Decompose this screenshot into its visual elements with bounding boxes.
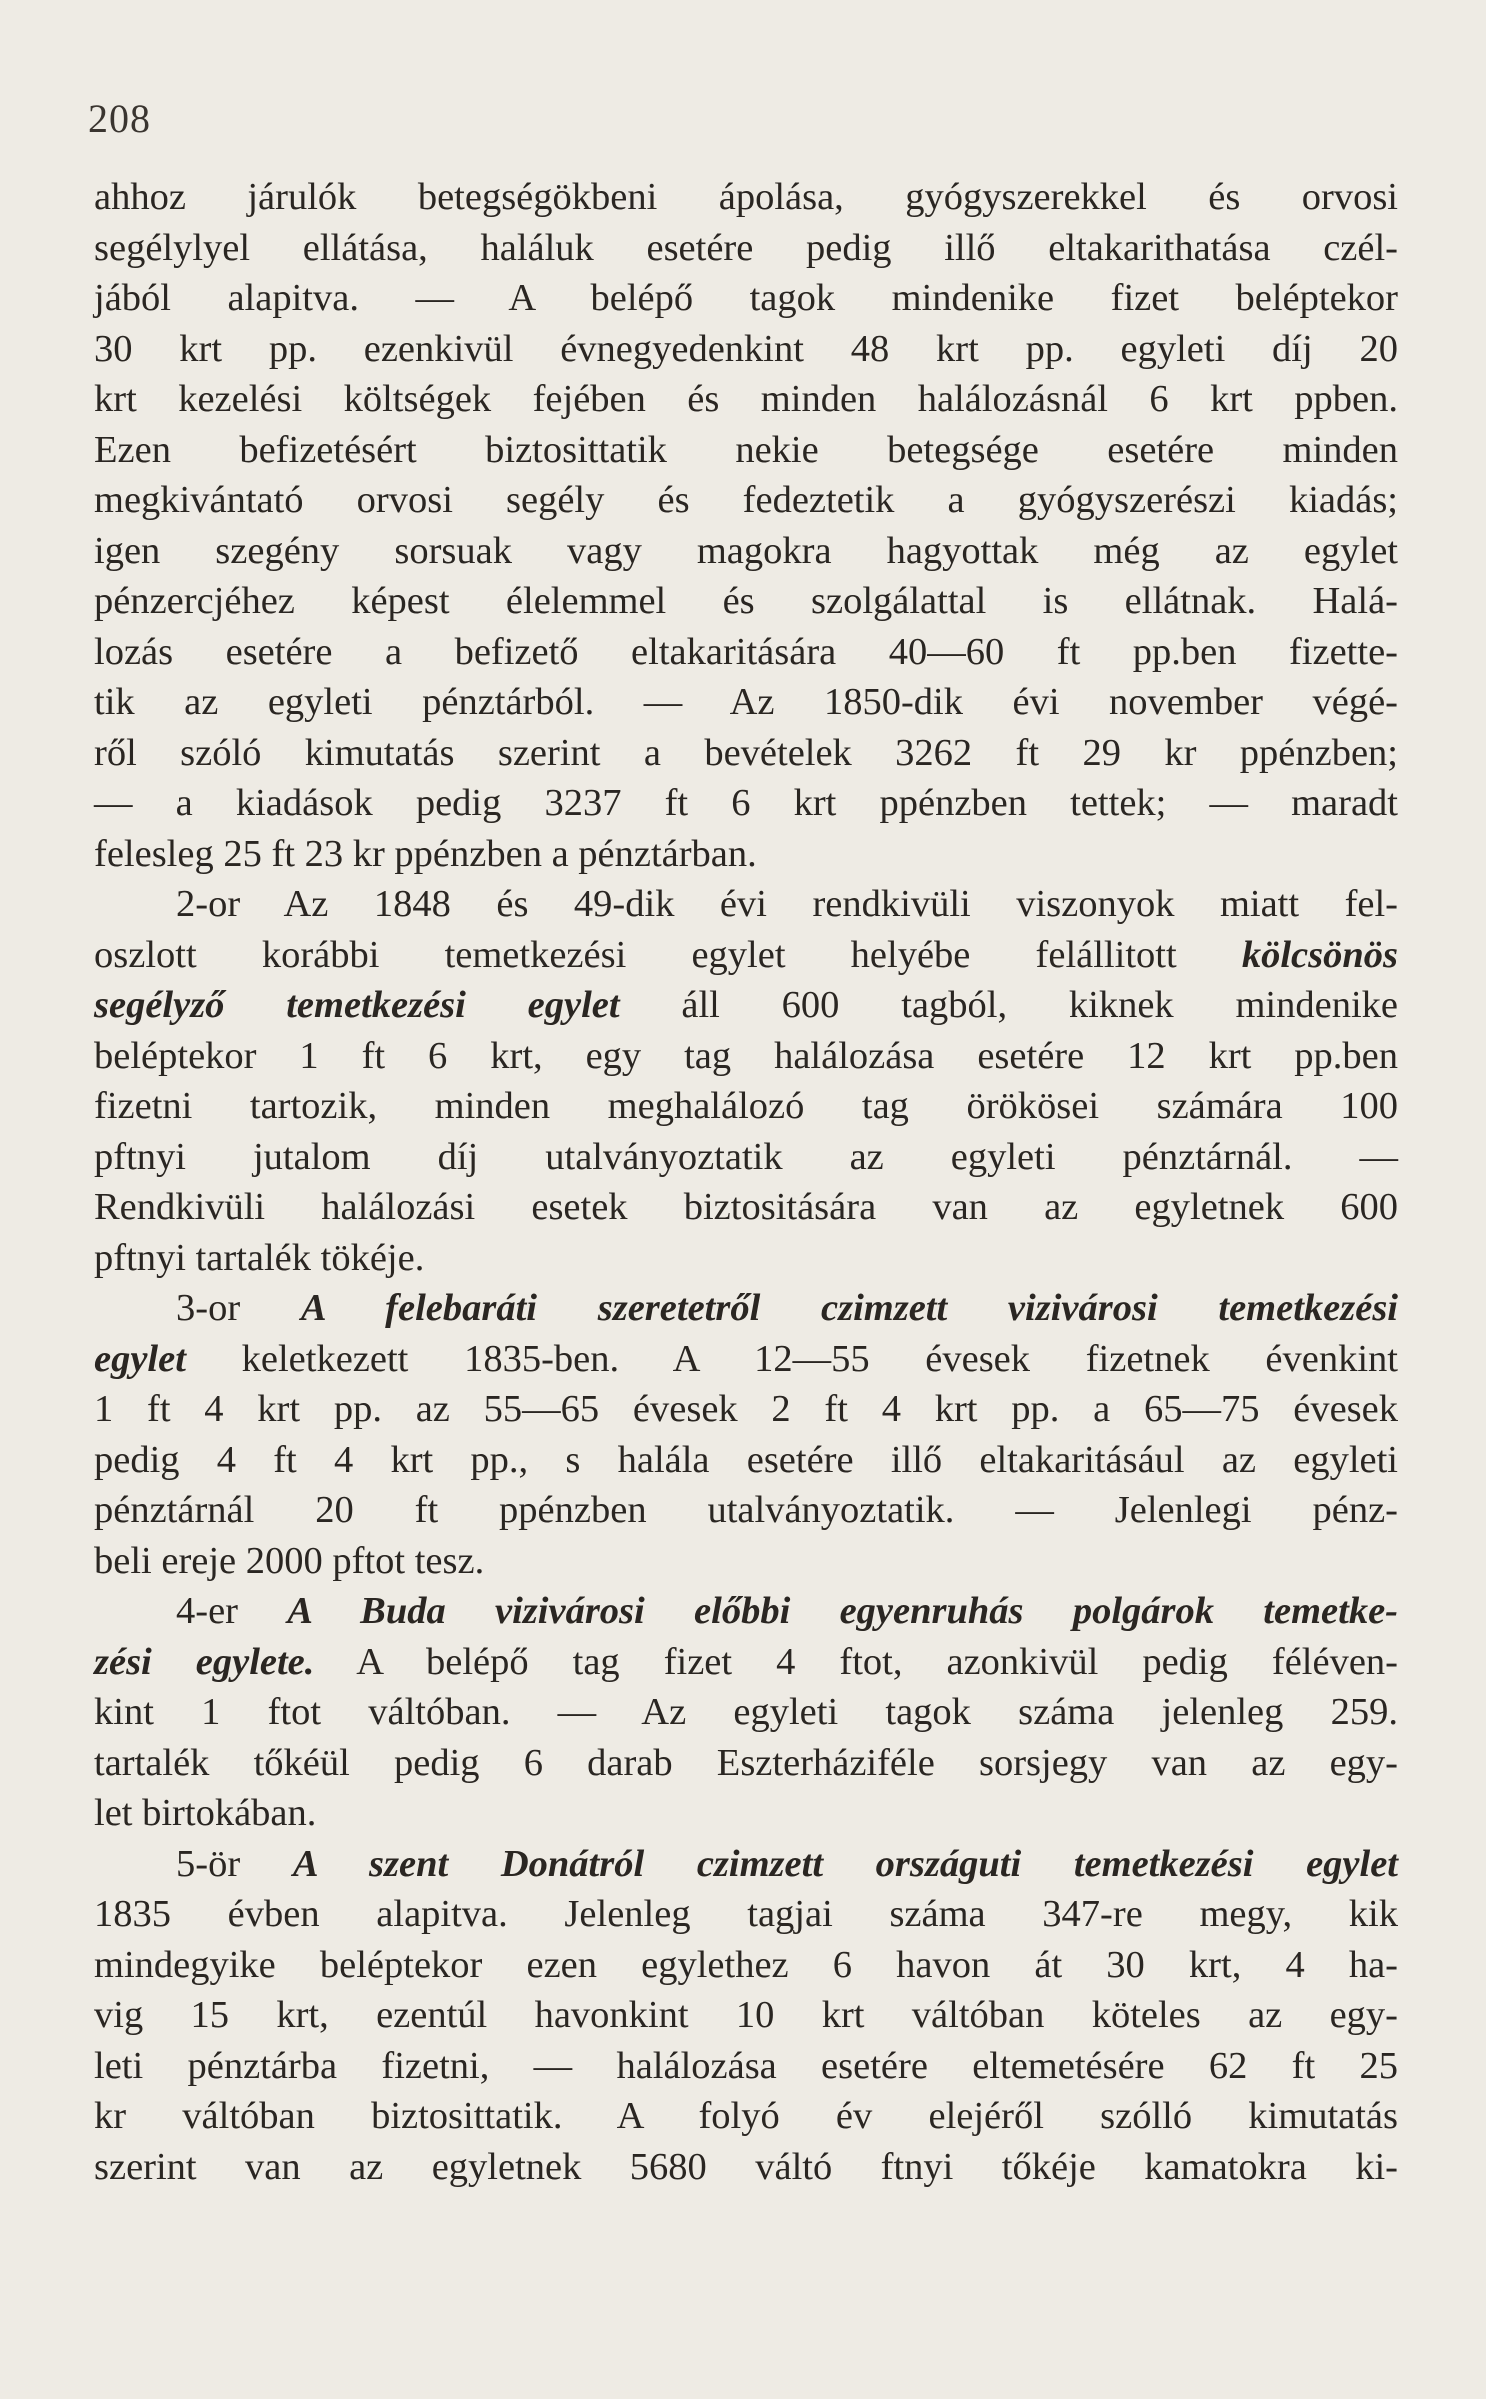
text-line: lozás esetére a befizető eltakaritására 40—60 ft pp.ben fizette- xyxy=(94,630,1398,673)
body-text xyxy=(94,172,1398,2192)
text-line: 4-er A Buda vizivárosi előbbi egyenruhás polgárok temetke- xyxy=(176,1590,1398,1632)
text-line: pénzercjéhez képest élelemmel és szolgálattal is ellátnak. Halá- xyxy=(94,580,1398,622)
text-line: — a kiadások pedig 3237 ft 6 krt ppénzben tettek; — maradt xyxy=(94,782,1398,824)
text-line: let birtokában. xyxy=(94,1792,317,1834)
paragraph xyxy=(94,879,1398,1283)
text-line: zési egylete. A belépő tag fizet 4 ftot, azonkivül pedig féléven- xyxy=(94,1640,1399,1683)
page-number: 208 xyxy=(88,96,151,141)
paragraph xyxy=(94,172,1398,879)
text-line: 3-or A felebaráti szeretetről czimzett vizivárosi temetkezési xyxy=(176,1287,1398,1329)
text-line: vig 15 krt, ezentúl havonkint 10 krt váltóban köteles az egy- xyxy=(94,1994,1398,2036)
text-line: 1835 évben alapitva. Jelenleg tagjai száma 347-re megy, kik xyxy=(94,1893,1398,1935)
emphasized-title: segélyző temetkezési egylet xyxy=(94,984,620,1026)
text-line: kr váltóban biztosittatik. A folyó év elejéről szólló kimutatás xyxy=(94,2095,1398,2137)
text-line: oszlott korábbi temetkezési egylet helyébe felállitott kölcsönös xyxy=(94,933,1398,976)
paragraph xyxy=(94,1839,1398,2193)
text-line: pftnyi jutalom díj utalványoztatik az egyleti pénztárnál. — xyxy=(94,1135,1398,1178)
emphasized-title: kölcsönös xyxy=(1241,933,1398,976)
text-line: pénztárnál 20 ft ppénzben utalványoztatik. — Jelenlegi pénz- xyxy=(94,1489,1398,1531)
text-line: megkivántató orvosi segély és fedeztetik a gyógyszerészi kiadás; xyxy=(94,479,1398,521)
emphasized-title: egylet xyxy=(94,1337,186,1380)
text-line: szerint van az egyletnek 5680 váltó ftnyi tőkéje kamatokra ki- xyxy=(94,2145,1398,2188)
emphasized-title: A felebaráti szeretetről czimzett vizivárosi temetkezési xyxy=(300,1287,1398,1329)
text-line: beléptekor 1 ft 6 krt, egy tag halálozása esetére 12 krt pp.ben xyxy=(94,1034,1398,1077)
text-line: 5-ör A szent Donátról czimzett országuti temetkezési egylet xyxy=(176,1842,1398,1885)
emphasized-title: A Buda vizivárosi előbbi egyenruhás polgárok temetke- xyxy=(287,1590,1398,1632)
text-line: segélylyel ellátása, haláluk esetére pedig illő eltakarithatása czél- xyxy=(94,226,1398,269)
text-line: kint 1 ftot váltóban. — Az egyleti tagok száma jelenleg 259. xyxy=(94,1691,1398,1733)
text-line: leti pénztárba fizetni, — halálozása esetére eltemetésére 62 ft 25 xyxy=(94,2044,1398,2087)
text-line: krt kezelési költségek fejében és minden halálozásnál 6 krt ppben. xyxy=(94,378,1398,420)
text-line: fizetni tartozik, minden meghalálozó tag örökösei számára 100 xyxy=(94,1085,1398,1127)
text-line: igen szegény sorsuak vagy magokra hagyottak még az egylet xyxy=(94,529,1398,572)
text-line: egylet keletkezett 1835-ben. A 12—55 évesek fizetnek évenkint xyxy=(94,1337,1398,1380)
text-line: felesleg 25 ft 23 kr ppénzben a pénztárban. xyxy=(94,832,757,875)
text-line: mindegyike beléptekor ezen egylethez 6 havon át 30 krt, 4 ha- xyxy=(94,1943,1398,1986)
text-line: ahhoz járulók betegségökbeni ápolása, gyógyszerekkel és orvosi xyxy=(94,176,1398,218)
text-line: 1 ft 4 krt pp. az 55—65 évesek 2 ft 4 krt pp. a 65—75 évesek xyxy=(94,1388,1398,1430)
text-line: beli ereje 2000 pftot tesz. xyxy=(94,1539,485,1582)
text-line: segélyző temetkezési egylet áll 600 tagból, kiknek mindenike xyxy=(94,984,1398,1026)
text-line: pedig 4 ft 4 krt pp., s halála esetére illő eltakaritásául az egyleti xyxy=(94,1438,1398,1481)
paragraph xyxy=(94,1283,1398,1586)
text-line: tartalék tőkéül pedig 6 darab Eszterháziféle sorsjegy van az egy- xyxy=(94,1741,1398,1784)
text-line: jából alapitva. — A belépő tagok mindenike fizet beléptekor xyxy=(94,277,1398,319)
text-line: tik az egyleti pénztárból. — Az 1850-dik évi november végé- xyxy=(94,681,1398,723)
text-line: pftnyi tartalék tökéje. xyxy=(94,1236,425,1279)
paragraph xyxy=(94,1586,1398,1839)
text-line: 2-or Az 1848 és 49-dik évi rendkivüli viszonyok miatt fel- xyxy=(176,883,1398,925)
text-line: Ezen befizetésért biztosittatik nekie betegsége esetére minden xyxy=(94,428,1398,471)
emphasized-title: A szent Donátról czimzett országuti temetkezési egylet xyxy=(292,1842,1398,1885)
text-line: 30 krt pp. ezenkivül évnegyedenkint 48 krt pp. egyleti díj 20 xyxy=(94,327,1398,370)
text-line: Rendkivüli halálozási esetek biztositására van az egyletnek 600 xyxy=(94,1186,1398,1228)
text-line: ről szóló kimutatás szerint a bevételek 3262 ft 29 kr ppénzben; xyxy=(94,731,1398,774)
emphasized-title: zési egylete. xyxy=(94,1640,315,1683)
